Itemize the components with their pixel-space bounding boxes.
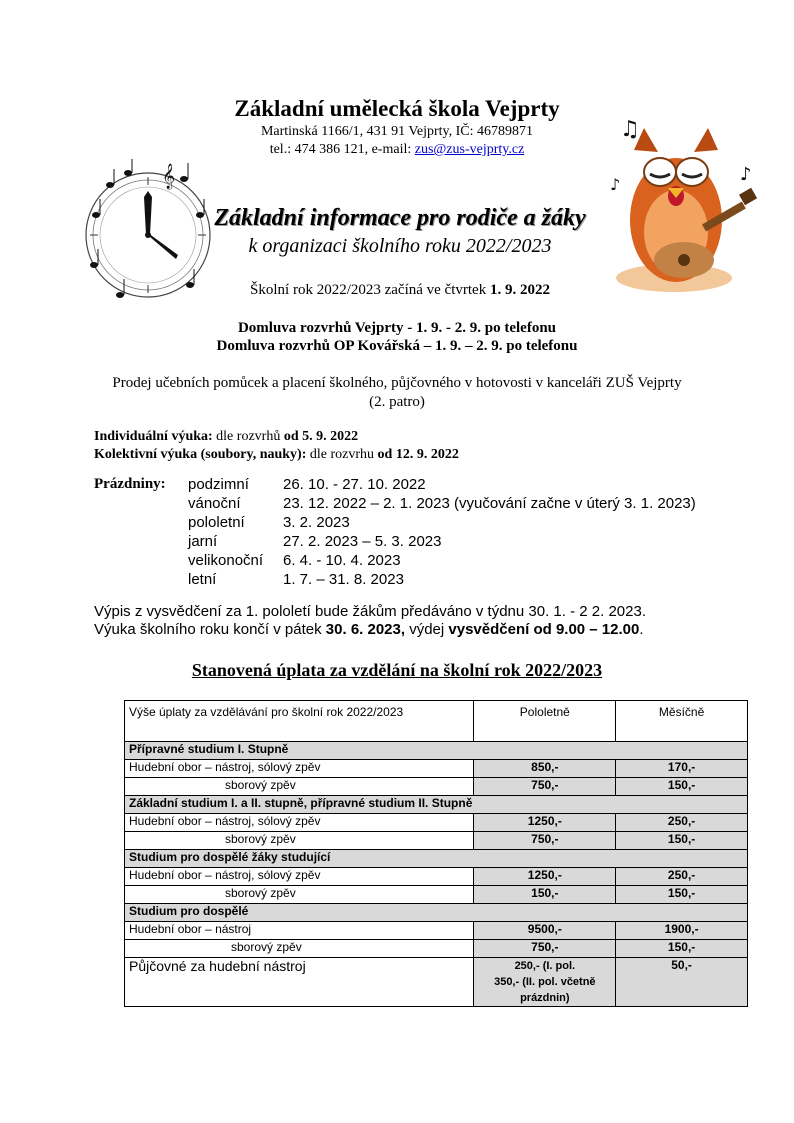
holiday-row: [188, 514, 696, 533]
fee-label: sborový zpěv: [125, 832, 474, 850]
individual-text: dle rozvrhů: [212, 429, 284, 444]
fees-section-name: Základní studium I. a II. stupně, přípravné studium II. Stupně: [125, 796, 748, 814]
schedule-kovarska: Domluva rozvrhů OP Kovářská – 1. 9. – 2. 9. po telefonu: [216, 338, 578, 354]
fee-label: Hudební obor – nástroj, sólový zpěv: [125, 868, 474, 886]
fee-month: 250,-: [616, 814, 748, 832]
fees-section-row: [125, 904, 748, 922]
fee-month: 150,-: [616, 778, 748, 796]
year-start-text: Školní rok 2022/2023 začíná ve čtvrtek: [250, 282, 490, 298]
holidays-list: [188, 476, 696, 590]
holiday-row: [188, 552, 696, 571]
fee-label: Hudební obor – nástroj, sólový zpěv: [125, 814, 474, 832]
fee-label: Hudební obor – nástroj, sólový zpěv: [125, 760, 474, 778]
rental-half: [474, 958, 616, 1007]
svg-text:𝄞: 𝄞: [162, 164, 176, 189]
collective-label: Kolektivní výuka (soubory, nauky):: [94, 447, 307, 462]
rental-row: [125, 958, 748, 1007]
holiday-dates: 27. 2. 2023 – 5. 3. 2023: [283, 533, 442, 550]
fees-section-row: [125, 850, 748, 868]
year-notes: [94, 603, 646, 639]
fees-header-half: Pololetně: [474, 701, 616, 742]
rental-half-line: 250,- (I. pol.: [514, 960, 576, 972]
fee-label: Hudební obor – nástroj: [125, 922, 474, 940]
fees-title: Stanovená úplata za vzdělání na školní rok 2022/2023: [191, 660, 603, 680]
holidays-label: Prázdniny:: [94, 476, 166, 492]
holiday-row: [188, 571, 696, 590]
individual-label: Individuální výuka:: [94, 429, 213, 444]
holiday-dates: 1. 7. – 31. 8. 2023: [283, 571, 404, 588]
sub-title: k organizaci školního roku 2022/2023: [248, 235, 552, 257]
owl-guitar-illustration: [604, 110, 764, 300]
fees-section-name: Studium pro dospělé žáky studující: [125, 850, 748, 868]
year-end-suffix: .: [639, 621, 644, 638]
fees-table: [124, 700, 748, 1007]
fees-section-row: [125, 796, 748, 814]
holiday-dates: 26. 10. - 27. 10. 2022: [283, 476, 426, 493]
fee-half: 150,-: [474, 886, 616, 904]
fee-label: sborový zpěv: [125, 886, 474, 904]
report-half-note: Výpis z vysvědčení za 1. pololetí bude žákům předáváno v týdnu 30. 1. - 2 2. 2023.: [94, 603, 646, 620]
holiday-name: podzimní: [188, 476, 249, 493]
holiday-row: [188, 476, 696, 495]
table-row: [125, 778, 748, 796]
holiday-dates: 6. 4. - 10. 4. 2023: [283, 552, 401, 569]
year-end-prefix: Výuka školního roku končí v pátek: [94, 621, 326, 638]
rental-half-line: 350,- (II. pol. včetně: [494, 976, 596, 988]
fees-section-row: [125, 742, 748, 760]
fees-header-row: [125, 701, 748, 742]
rental-label: Půjčovné za hudební nástroj: [125, 958, 474, 1007]
holiday-row: [188, 495, 696, 514]
email-link[interactable]: zus@zus-vejprty.cz: [414, 142, 525, 157]
holiday-name: vánoční: [188, 495, 241, 512]
svg-text:♫: ♫: [620, 117, 640, 142]
individual-lessons: [94, 428, 459, 446]
year-end-note: [94, 621, 646, 639]
fee-month: 1900,-: [616, 922, 748, 940]
individual-date: od 5. 9. 2022: [283, 429, 359, 444]
table-row: [125, 832, 748, 850]
fees-section-name: Studium pro dospělé: [125, 904, 748, 922]
holiday-dates: 23. 12. 2022 – 2. 1. 2023 (vyučování začne v úterý 3. 1. 2023): [283, 495, 696, 512]
fee-month: 150,-: [616, 832, 748, 850]
fee-half: 750,-: [474, 940, 616, 958]
svg-text:♪: ♪: [610, 175, 621, 194]
table-row: [125, 814, 748, 832]
report-time: vysvědčení od 9.00 – 12.00: [448, 621, 640, 638]
collective-lessons: [94, 446, 459, 464]
schedule-vejprty: Domluva rozvrhů Vejprty - 1. 9. - 2. 9. po telefonu: [237, 320, 557, 336]
fees-header-desc: Výše úplaty za vzdělávání pro školní rok 2022/2023: [125, 701, 474, 742]
fee-half: 850,-: [474, 760, 616, 778]
school-name: Základní umělecká škola Vejprty: [234, 96, 560, 121]
holiday-row: [188, 533, 696, 552]
holiday-dates: 3. 2. 2023: [283, 514, 350, 531]
holiday-name: letní: [188, 571, 217, 588]
rental-half-line: prázdnin): [520, 992, 570, 1004]
year-start: [190, 282, 610, 299]
year-end-date: 30. 6. 2023,: [325, 621, 406, 638]
year-start-date: 1. 9. 2022: [489, 282, 550, 298]
fee-month: 150,-: [616, 940, 748, 958]
rental-month: 50,-: [616, 958, 748, 1007]
fee-half: 750,-: [474, 832, 616, 850]
holiday-name: jarní: [188, 533, 218, 550]
fees-section-name: Přípravné studium I. Stupně: [125, 742, 748, 760]
table-row: [125, 760, 748, 778]
school-address: Martinská 1166/1, 431 91 Vejprty, IČ: 46789871: [260, 124, 534, 139]
year-end-mid: výdej: [405, 621, 449, 638]
fee-half: 9500,-: [474, 922, 616, 940]
fees-header-month: Měsíčně: [616, 701, 748, 742]
holiday-name: pololetní: [188, 514, 245, 531]
fee-month: 250,-: [616, 868, 748, 886]
fee-month: 150,-: [616, 886, 748, 904]
collective-date: od 12. 9. 2022: [377, 447, 459, 462]
fee-label: sborový zpěv: [125, 940, 474, 958]
supplies-info: Prodej učebních pomůcek a placení školného, půjčovného v hotovosti v kanceláři ZUŠ Vejprty (2. patro): [112, 375, 682, 410]
main-title: Základní informace pro rodiče a žáky: [214, 205, 586, 231]
fee-half: 750,-: [474, 778, 616, 796]
fee-half: 1250,-: [474, 814, 616, 832]
table-row: [125, 868, 748, 886]
contact-phone: tel.: 474 386 121, e-mail:: [269, 142, 415, 157]
table-row: [125, 886, 748, 904]
svg-text:♪: ♪: [740, 164, 752, 185]
holiday-name: velikonoční: [188, 552, 264, 569]
collective-text: dle rozvrhu: [306, 447, 378, 462]
fee-half: 1250,-: [474, 868, 616, 886]
fee-month: 170,-: [616, 760, 748, 778]
fee-label: sborový zpěv: [125, 778, 474, 796]
lessons-info: [94, 428, 459, 464]
table-row: [125, 922, 748, 940]
table-row: [125, 940, 748, 958]
